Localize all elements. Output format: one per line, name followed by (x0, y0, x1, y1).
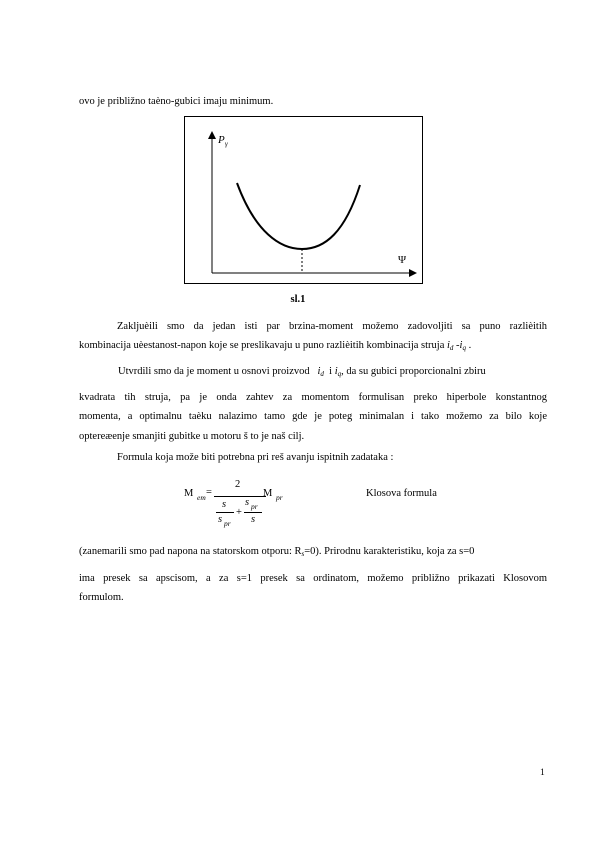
para2-line1-start: Utvrdili smo da je moment u osnovi proizvod (118, 366, 310, 377)
formula-rhs-M: M (263, 488, 273, 499)
loss-curve-plot (185, 117, 424, 285)
para1-line2 (79, 340, 471, 352)
denom-plus: + (236, 507, 242, 518)
denom-frac1-bar (216, 512, 234, 513)
symbol-i: i (446, 340, 450, 351)
para2-line4: optereæenje smanjiti gubitke u motoru š to je naš cilj. (79, 431, 305, 442)
symbol-i: i (334, 366, 338, 377)
denom-pr-sub-bottom: pr (224, 519, 231, 528)
and-word: i (329, 366, 333, 377)
para2-line1-end: , da su gubici proporcionalni zbiru (341, 366, 486, 377)
sub-q: q (462, 344, 466, 352)
figure-frame (184, 116, 423, 284)
para1-line2-text: kombinacija uèestanost-napon koje se preslikavaju u puno razlièitih kombinacija struja (79, 340, 445, 351)
y-axis-label: P (218, 134, 225, 146)
denom-s-top: s (222, 499, 227, 510)
formula-equals: = (206, 487, 212, 498)
symbol-i: i (459, 340, 463, 351)
period: . (468, 340, 472, 351)
para4-r-sub: s (301, 550, 305, 558)
intro-line: ovo je približno taèno-gubici imaju minimum. (79, 96, 274, 107)
denom-frac2-bar (244, 512, 262, 513)
formula-rhs-sub: pr (276, 493, 283, 502)
para2-line3: momenta, a optimalnu taèku nalazimo tamo gde je poteg minimalan i tako možemo za bilo koje (79, 411, 547, 422)
dash: - (456, 340, 460, 351)
formula-lhs-sub: em (197, 493, 206, 502)
formula-name: Klosova formula (366, 488, 437, 499)
sub-d: d (449, 344, 454, 352)
denom-pr-sub-top: pr (251, 502, 258, 511)
para4-line2: ima presek sa apscisom, a za s=1 presek sa ordinatom, možemo približno prikazati Klosovom (79, 573, 547, 584)
para2-line2: kvadrata tih struja, pa je onda zahtev za momentom formulisan preko hiperbole konstantnog (79, 392, 547, 403)
para4-line1-end: =0). Prirodnu karakteristiku, koja za s=0 (304, 546, 475, 557)
para4-line1 (79, 546, 474, 558)
para3-line1: Formula koja može biti potrebna pri reš avanju ispitnih zadataka : (117, 452, 394, 463)
figure-caption: sl.1 (290, 294, 306, 305)
para2-line1 (118, 366, 486, 378)
symbol-i: i (317, 366, 321, 377)
formula-numerator: 2 (235, 479, 241, 490)
para4-line3: formulom. (79, 592, 124, 603)
sub-q: q (337, 370, 342, 378)
para1-line1: Zakljuèili smo da jedan isti par brzina-moment možemo zadovoljiti sa puno razlièitih (117, 321, 547, 332)
page-number: 1 (540, 768, 545, 778)
x-axis-label: Ψ (398, 254, 407, 266)
denom-spr-bottom: s (218, 514, 223, 525)
formula-lhs-M: M (184, 488, 194, 499)
loss-curve (237, 183, 360, 249)
para4-line1-text: (zanemarili smo pad napona na statorskom otporu: R (79, 546, 302, 557)
sub-d: d (320, 370, 324, 378)
y-axis-label-sub: γ (225, 140, 228, 148)
formula-fraction-bar (214, 496, 266, 497)
denom-spr-top: s (245, 497, 250, 508)
denom-s-bottom: s (251, 514, 256, 525)
